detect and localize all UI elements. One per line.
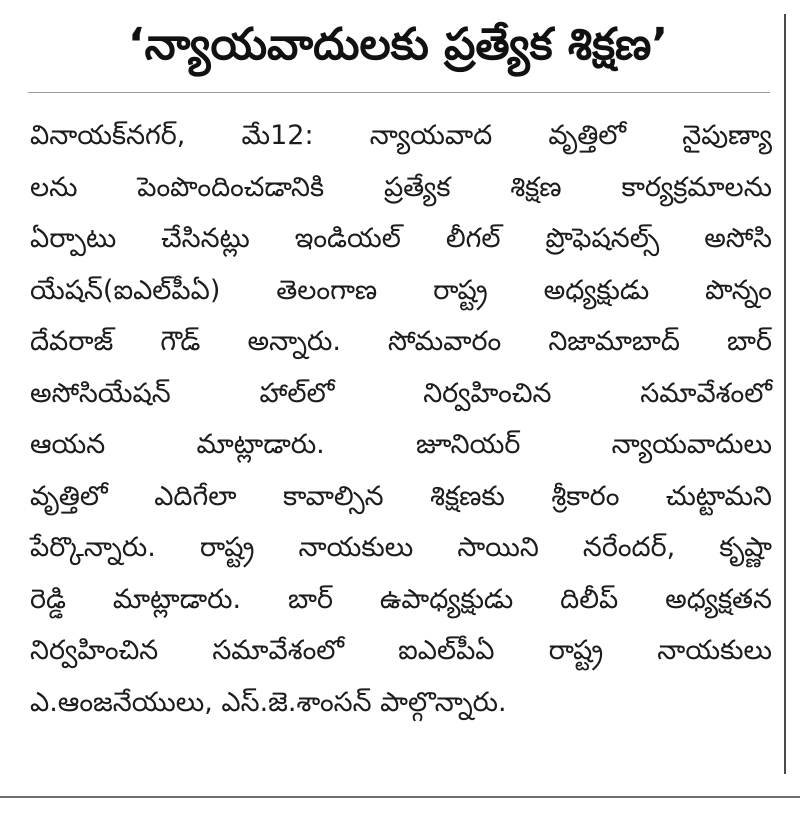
- body-line: రెడ్డి మాట్లాడారు. బార్ ఉపాధ్యక్షుడు దిలీప్ అధ్యక్షతన: [30, 583, 772, 615]
- body-line: ఆయన మాట్లాడారు. జూనియర్ న్యాయవాదులు: [30, 429, 772, 460]
- column-divider: [784, 14, 786, 774]
- article-headline: ‘న్యాయవాదులకు ప్రత్యేక శిక్షణ’: [127, 19, 669, 70]
- body-line: పేర్కొన్నారు. రాష్ట్ర నాయకులు సాయిని నరేందర్, కృష్ణా: [30, 532, 772, 563]
- body-line: ఎ.ఆంజనేయులు, ఎస్.జె.శాంసన్ పాల్గొన్నారు.: [30, 686, 507, 718]
- headline-divider: [28, 92, 770, 93]
- body-line: యేషన్(ఐఎల్‌పీఏ) తెలంగాణ రాష్ట్ర అధ్యక్షుడు పొన్నం: [30, 274, 772, 306]
- body-line: ఏర్పాటు చేసినట్లు ఇండియల్ లీగల్ ప్రొఫెషనల్స్ అసోసి: [30, 223, 772, 254]
- bottom-divider: [0, 796, 800, 798]
- body-line: దేవరాజ్ గౌడ్ అన్నారు. సోమవారం నిజామాబాద్ బార్: [30, 326, 772, 357]
- body-line: అసోసియేషన్ హాల్‌లో నిర్వహించిన సమావేశంలో: [30, 377, 772, 409]
- body-line: నిర్వహించిన సమావేశంలో ఐఎల్‌పీఏ రాష్ట్ర నాయకులు: [30, 635, 772, 666]
- body-line: వినాయక్‌నగర్, మే12: న్యాయవాద వృత్తిలో నైపుణ్యా: [30, 120, 772, 151]
- body-line: లను పెంపొందించడానికి ప్రత్యేక శిక్షణ కార్యక్రమాలను: [30, 171, 772, 203]
- body-line: వృత్తిలో ఎదిగేలా కావాల్సిన శిక్షణకు శ్రీకారం చుట్టామని: [30, 480, 772, 512]
- article-body: [30, 110, 772, 780]
